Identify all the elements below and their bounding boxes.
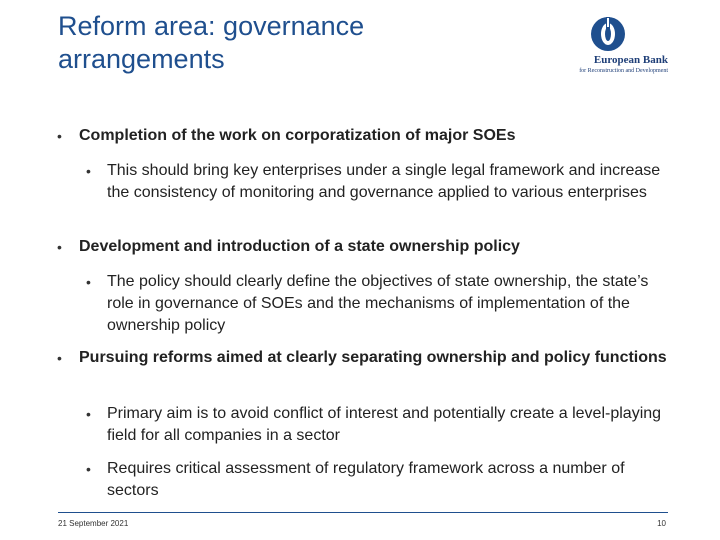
- footer-date: 21 September 2021: [58, 519, 129, 528]
- ebrd-emblem-icon: [590, 16, 626, 52]
- bullet-item-1: Completion of the work on corporatization of major SOEs: [79, 127, 516, 144]
- logo-name: European Bank: [593, 54, 668, 66]
- bullet-marker: •: [57, 239, 62, 255]
- slide-title: [58, 10, 478, 76]
- sub-bullet-marker: •: [86, 163, 91, 179]
- bullet-marker: •: [57, 350, 62, 366]
- sub-bullet-marker: •: [86, 274, 91, 290]
- bullet-marker: •: [57, 128, 62, 144]
- sub-bullet-item-3-2: Requires critical assessment of regulatory framework across a number of sectors: [107, 460, 625, 499]
- page-number: 10: [657, 519, 666, 528]
- sub-bullet-marker: •: [86, 461, 91, 477]
- footer-divider: [58, 512, 668, 513]
- logo-subtitle: for Reconstruction and Development: [579, 68, 668, 74]
- sub-bullet-item-2-1: The policy should clearly define the objectives of state ownership, the state’s role in governance of SOEs and the mechanisms of implementation of the ownership policy: [107, 273, 649, 334]
- title-line-2: arrangements: [58, 44, 225, 74]
- bullet-item-2: Development and introduction of a state ownership policy: [79, 238, 520, 255]
- sub-bullet-item-1-1: This should bring key enterprises under a single legal framework and increase the consistency of monitoring and governance applied to various enterprises: [107, 162, 661, 201]
- title-line-1: Reform area: governance: [58, 11, 365, 41]
- bullet-item-3: Pursuing reforms aimed at clearly separating ownership and policy functions: [79, 349, 667, 366]
- sub-bullet-item-3-1: Primary aim is to avoid conflict of interest and potentially create a level-playing field for all companies in a sector: [107, 405, 662, 444]
- ebrd-logo: [556, 16, 668, 80]
- sub-bullet-marker: •: [86, 406, 91, 422]
